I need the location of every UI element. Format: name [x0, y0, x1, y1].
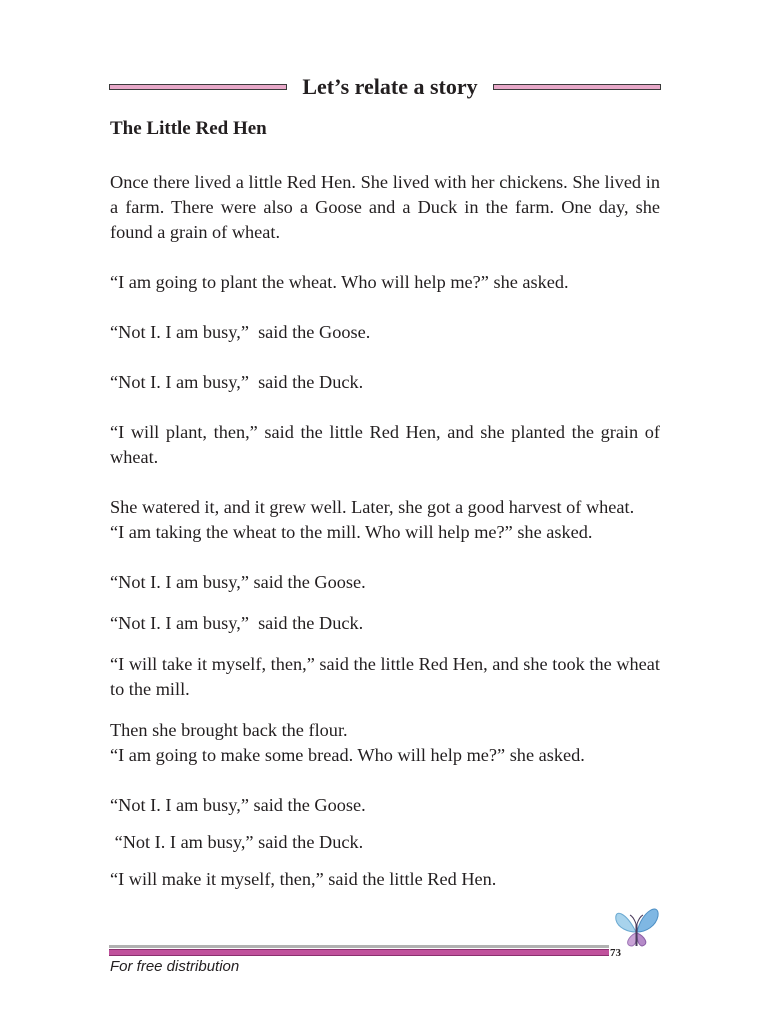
story-paragraph: “I am going to plant the wheat. Who will help me?” she asked.: [110, 272, 569, 292]
story-title: The Little Red Hen: [110, 118, 267, 139]
story-paragraph: “Not I. I am busy,” said the Goose.: [110, 322, 371, 342]
butterfly-icon: [606, 902, 666, 952]
story-paragraph: “I am going to make some bread. Who will help me?” she asked.: [110, 745, 585, 765]
story-paragraph: “Not I. I am busy,” said the Goose.: [110, 572, 366, 592]
story-paragraph: “Not I. I am busy,” said the Duck.: [110, 613, 364, 633]
story-paragraph: “Not I. I am busy,” said the Goose.: [110, 795, 366, 815]
header-bar-left: [109, 84, 287, 90]
story-paragraph: “Not I. I am busy,” said the Duck.: [110, 832, 364, 852]
story-paragraph: “I will make it myself, then,” said the little Red Hen.: [110, 869, 497, 889]
story-paragraph: “I will take it myself, then,” said the little Red Hen, and she took the wheat to the mill.: [110, 654, 665, 699]
footer-divider: [109, 945, 609, 957]
section-title: Let’s relate a story: [302, 74, 478, 99]
story-paragraph: She watered it, and it grew well. Later, she got a good harvest of wheat.: [110, 497, 635, 517]
footer-note: For free distribution: [110, 958, 240, 975]
section-header: [109, 74, 661, 102]
story-paragraph: “I am taking the wheat to the mill. Who will help me?” she asked.: [110, 522, 593, 542]
footer-bar-thin: [109, 945, 609, 948]
story-body: [110, 170, 665, 892]
footer-bar-thick: [109, 949, 609, 956]
header-bar-right: [493, 84, 661, 90]
story-paragraph: “Not I. I am busy,” said the Duck.: [110, 372, 364, 392]
story-paragraph: “I will plant, then,” said the little Red Hen, and she planted the grain of wheat.: [110, 422, 665, 467]
page-number: 73: [610, 947, 621, 959]
story-paragraph: Once there lived a little Red Hen. She lived with her chickens. She lived in a farm. There were also a Goose and a Duck in the farm. One day, she found a grain of wheat.: [110, 172, 665, 242]
story-paragraph: Then she brought back the flour.: [110, 720, 348, 740]
